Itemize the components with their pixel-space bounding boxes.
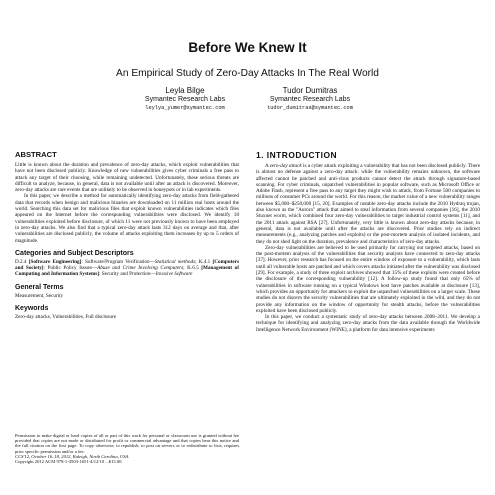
paper-title: Before We Knew It (188, 40, 307, 55)
author-name: Tudor Dumitras (282, 86, 338, 95)
author-email: tudor_dumitras@symantec.com (267, 105, 353, 112)
right-column (256, 150, 480, 333)
categories-heading: Categories and Subject Descriptors (15, 249, 134, 257)
keywords-text: Zero-day attacks, Vulnerabilities, Full disclosure (15, 314, 117, 321)
general-terms-heading: General Terms (15, 283, 64, 291)
abstract-paragraph: In this paper, we describe a method for automatically identifying zero-day attacks from field-gathered data that records when benign and malicious binaries are downloaded on 11 million real hosts around the world. Searching this data set for malicious files that exploit known vulnerabilities indicates which files appeared on the Internet before the corresponding vulnerabilities were disclosed. We identify 18 vulnerabilities exploited before disclosure, of which 11 were not previously known to have been employed in zero-day attacks. We also find that a typical zero-day attack lasts 312 days on average and that, after vulnerabilities are disclosed publicly, the volume of attacks exploiting them increases by up to 5 orders of magnitude. (15, 193, 239, 244)
permission-text: Permission to make digital or hard copies of all or part of this work for personal or classroom use is granted without fee provided that copies are not made or distributed for profit or commercial advantage and that copies bear this notice and the full citation on the first page. To copy otherwise, to republish, to post on servers or to redistribute to lists, requires prior specific permission and/or a fee. (15, 433, 239, 454)
permission-notice (15, 433, 239, 464)
introduction-heading: 1. INTRODUCTION (256, 150, 338, 160)
paper-subtitle: An Empirical Study of Zero-Day Attacks In The Real World (116, 68, 379, 79)
author-name: Leyla Bilge (165, 86, 205, 95)
general-terms-text: Measurement, Security (15, 292, 64, 299)
author-affiliation: Symantec Research Labs (144, 95, 226, 103)
abstract-heading: ABSTRACT (15, 150, 57, 159)
intro-paragraph: Zero-day vulnerabilities are believed to be used primarily for carrying out targeted attacks, based on the post-mortem analysis of the vulnerabilities that security analysts have connected to zero-day attacks [37]. However, prior research has focused on the entire window of exposure to a vulnerability, which lasts until all vulnerable hosts are patched and which covers attacks initiated after the vulnerability was disclosed [29]. For example, a study of three exploit archives showed that 15% of these exploits were created before the disclosure of the corresponding vulnerability [12]. A follow-up study found that only 65% of vulnerabilities in software running on a typical Windows host have patches available at disclosure [13], which provides an opportunity for attackers to exploit the unpatched vulnerabilities on a larger scale. These studies do not discern the security vulnerabilities that are ultimately exploited in the wild, and they do not provide any information on the window of opportunity for stealth attacks, before the vulnerabilities exploited have been disclosed publicly. (256, 244, 480, 314)
author-affiliation: Symantec Research Labs (269, 95, 351, 103)
keywords-heading: Keywords (15, 305, 49, 313)
intro-paragraph: A zero-day attack is a cyber attack exploiting a vulnerability that has not been disclosed publicly. There is almost no defense against a zero-day attack: while the vulnerability remains unknown, the software affected cannot be patched and anti-virus products cannot detect the attack through signature-based scanning. For cyber criminals, unpatched vulnerabilities in popular software, such as Microsoft Office or Adobe Flash, represent a free pass to any target they might wish to attack, from Fortune 500 companies to millions of consumer PCs around the world. For this reason, the market value of a new vulnerability ranges between $5,000–$250,000 [15, 20]. Examples of notable zero-day attacks include the 2010 Hydraq trojan, also known as the "Aurora" attack that aimed to steal information from several companies [16], the 2010 Stuxnet worm, which combined four zero-day vulnerabilities to target industrial control systems [11], and the 2011 attack against RSA [27]. Unfortunately, very little is known about zero-day attacks because, in general, data is not available until after the attacks are discovered. Prior studies rely on indirect measurements (e.g., analyzing patches and exploits) or the post-mortem analysis of isolated incidents, and they do not shed light on the duration, prevalence and characteristics of zero-day attacks. (256, 163, 480, 245)
categories-text: D.2.4 [Software Engineering]: Software/Program Verification—Statistical methods; K.4.1 [Computers and Society]: Public Policy Issues—Abuse and Crime Involving Computers; K.6.5 [Management of Computing and Information Systems]: Security and Protection—Invasive Software (15, 258, 240, 278)
author-email: leylya_yumer@symantec.com (145, 105, 225, 112)
author-block (220, 87, 400, 113)
left-column (15, 150, 239, 320)
abstract-paragraph: Little is known about the duration and prevalence of zero-day attacks, which exploit vulnerabilities that have not been disclosed publicly. Knowledge of new vulnerabilities gives cyber criminals a free pass to attack any target of their choosing, while remaining undetected. Unfortunately, these serious threats are difficult to analyze, because, in general, data is not available until after an attack is discovered. Moreover, zero-day attacks are rare events that are unlikely to be observed in honeypots or in lab experiments. (15, 162, 239, 194)
copyright-line: Copyright 2012 ACM 978-1-4503-1651-4/12/10 ...$15.00. (15, 459, 123, 465)
venue-line: CCS'12, October 16–18, 2012, Raleigh, North Carolina, USA. (15, 453, 130, 459)
intro-paragraph: In this paper, we conduct a systematic study of zero-day attacks between 2008–2011. We develop a technique for identifying and analyzing zero-day attacks from the data available through the Worldwide Intelligence Network Environment (WINE), a platform for data intensive experiments (256, 314, 480, 333)
